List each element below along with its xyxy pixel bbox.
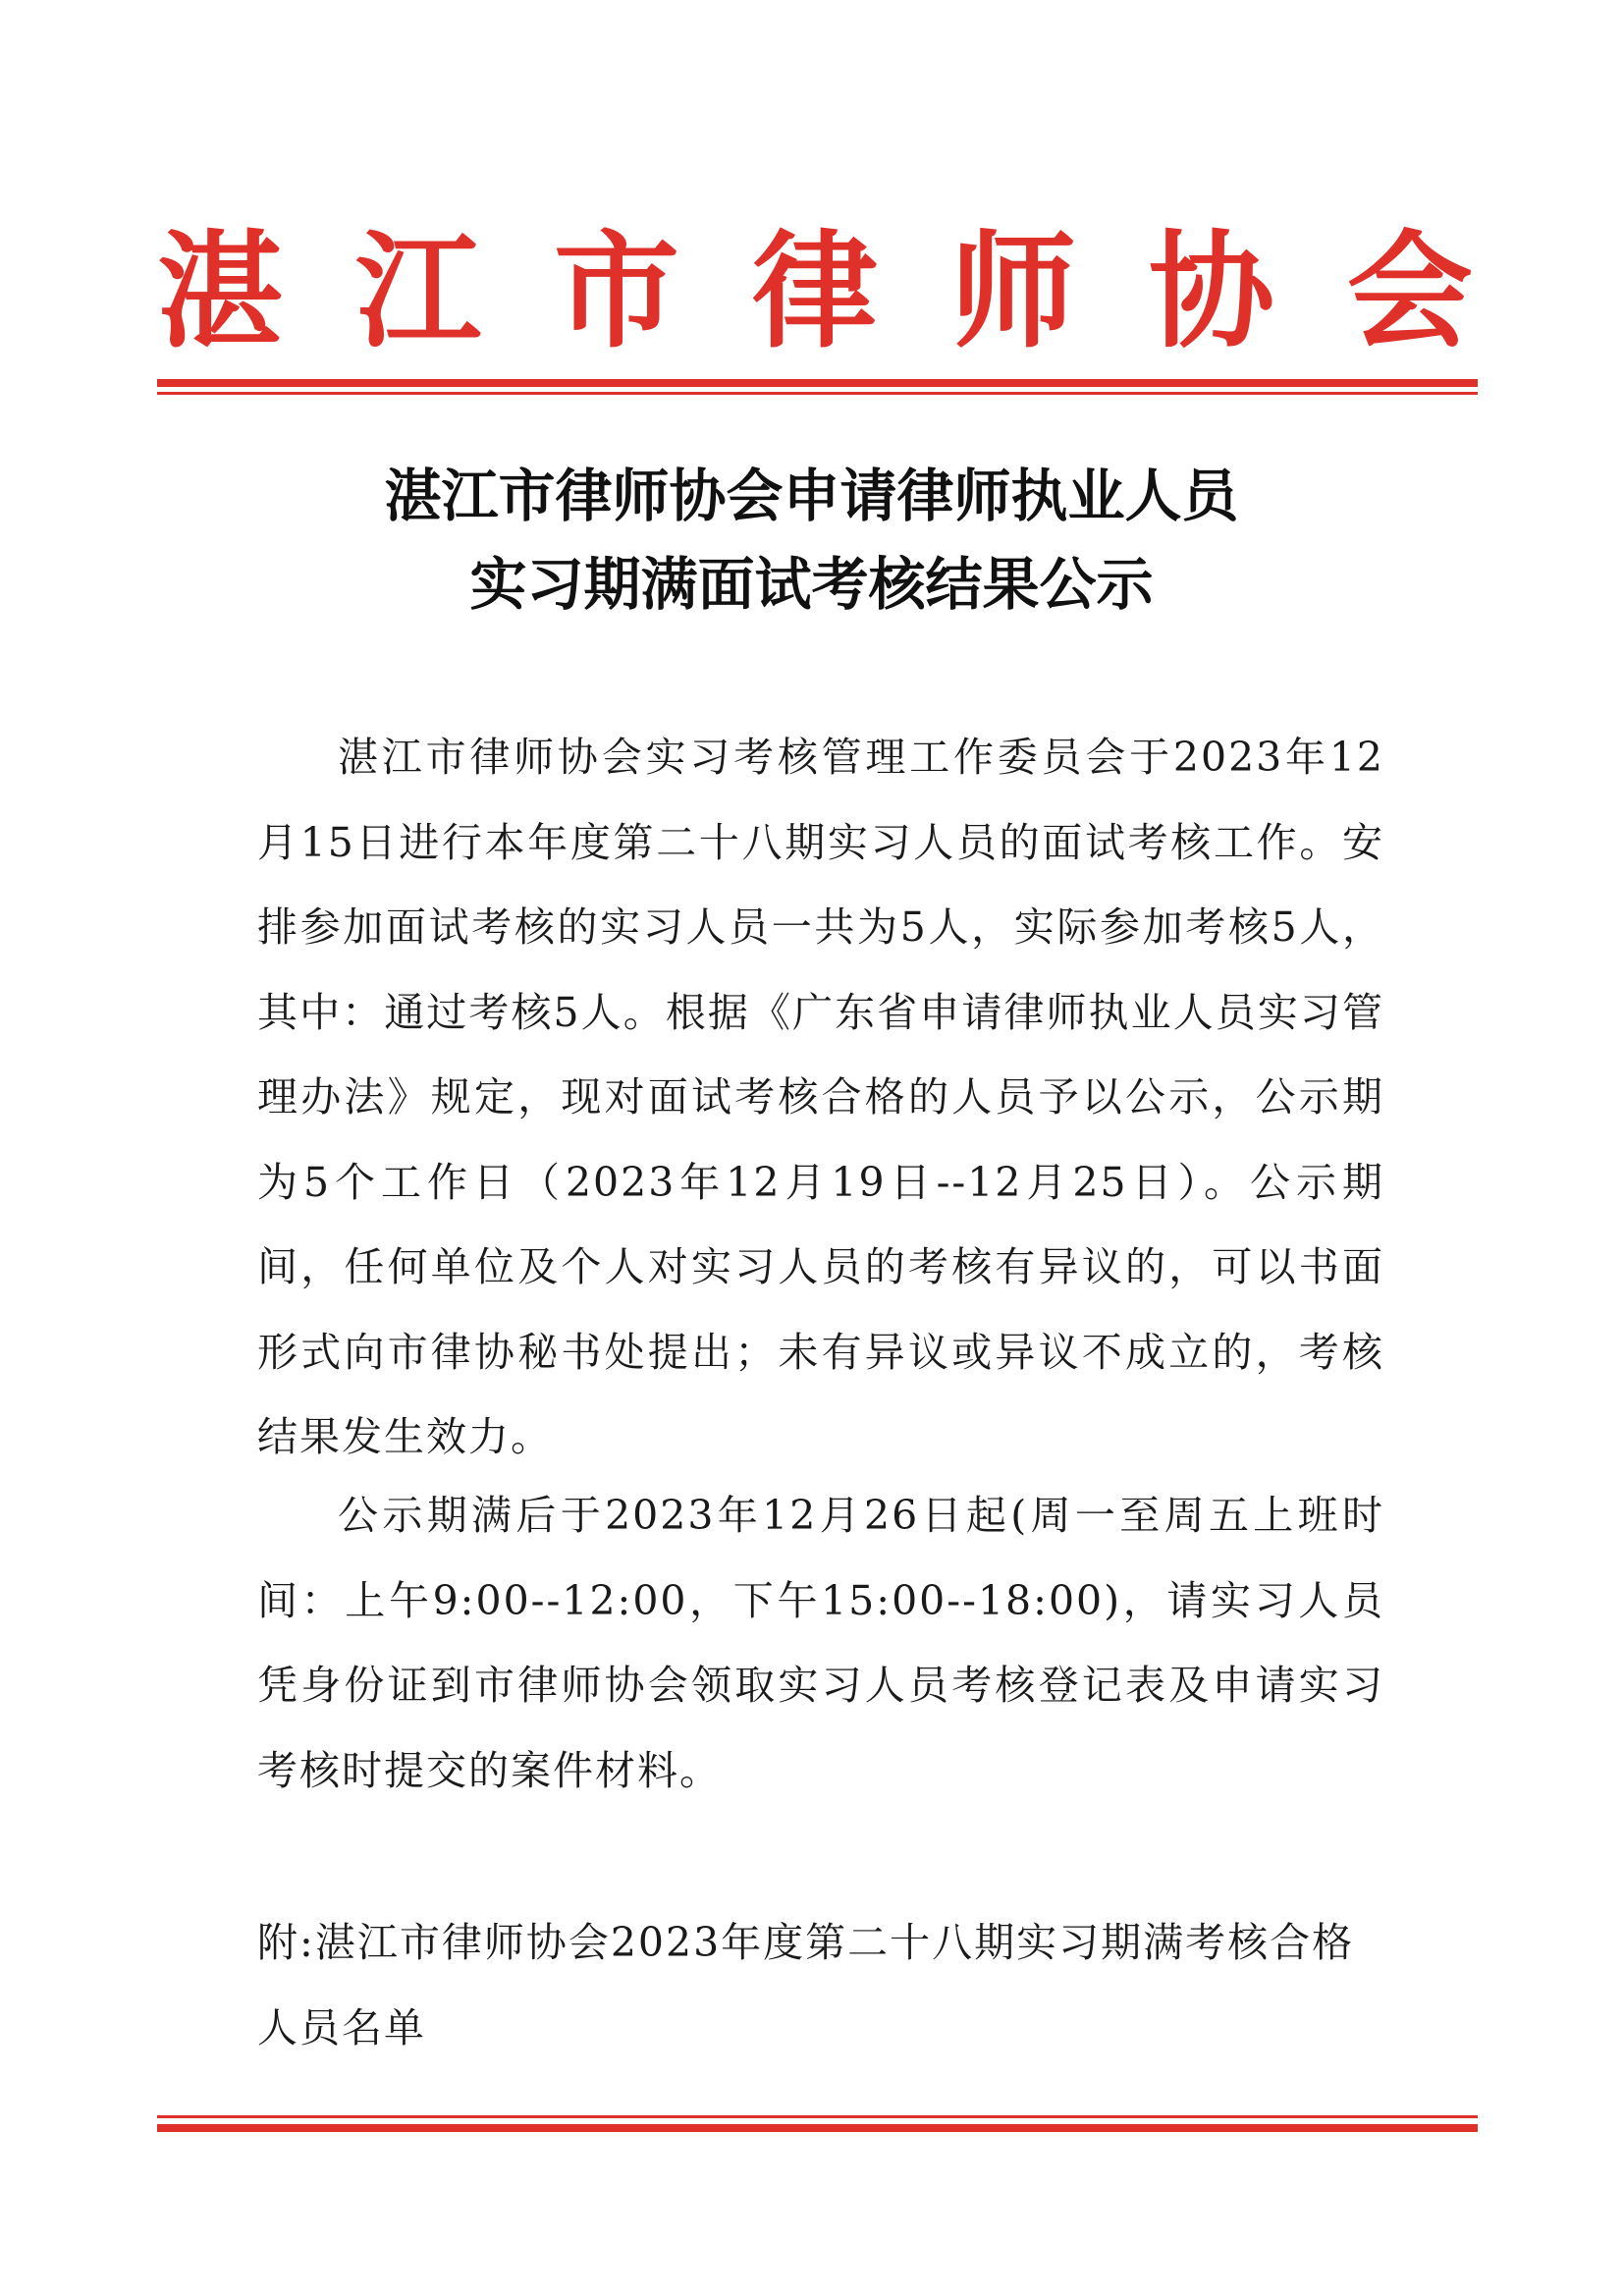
body-paragraph-2: 公示期满后于2023年12月26日起(周一至周五上班时间：上午9:00--12:00，下午15:00--18:00)，请实习人员凭身份证到市律师协会领取实习人员考核登记表及申请实习考核时提交的案件材料。 [257,1492,1384,1794]
letterhead-title [157,214,1473,371]
document-title-line1: 湛江市律师协会申请律师执业人员 [384,463,1239,529]
letterhead-char: 市 [553,219,679,365]
letterhead-char: 律 [751,219,878,365]
letterhead-char: 会 [1346,219,1473,365]
attachment-note: 附:湛江市律师协会2023年度第二十八期实习期满考核合格人员名单 [257,1919,1355,2051]
footer-rule-thick [157,2124,1478,2132]
letterhead-char: 湛 [157,219,284,365]
document-title-line2: 实习期满面试考核结果公示 [469,551,1154,618]
footer-rule-thin [157,2115,1478,2118]
letterhead-char: 协 [1148,219,1274,365]
body-paragraph-1: 湛江市律师协会实习考核管理工作委员会于2023年12月15日进行本年度第二十八期实习人员的面试考核工作。安排参加面试考核的实习人员一共为5人，实际参加考核5人，其中：通过考核5人。根据《广东省申请律师执业人员实习管理办法》规定，现对面试考核合格的人员予以公示，公示期为5个工作日（2023年12月19日--12月25日）。公示期间，任何单位及个人对实习人员的考核有异议的，可以书面形式向市律协秘书处提出；未有异议或异议不成立的，考核结果发生效力。 [257,734,1384,1460]
header-rule-thick [157,379,1478,387]
letterhead-char: 师 [949,219,1076,365]
header-rule-thin [157,392,1478,395]
letterhead-char: 江 [354,219,481,365]
